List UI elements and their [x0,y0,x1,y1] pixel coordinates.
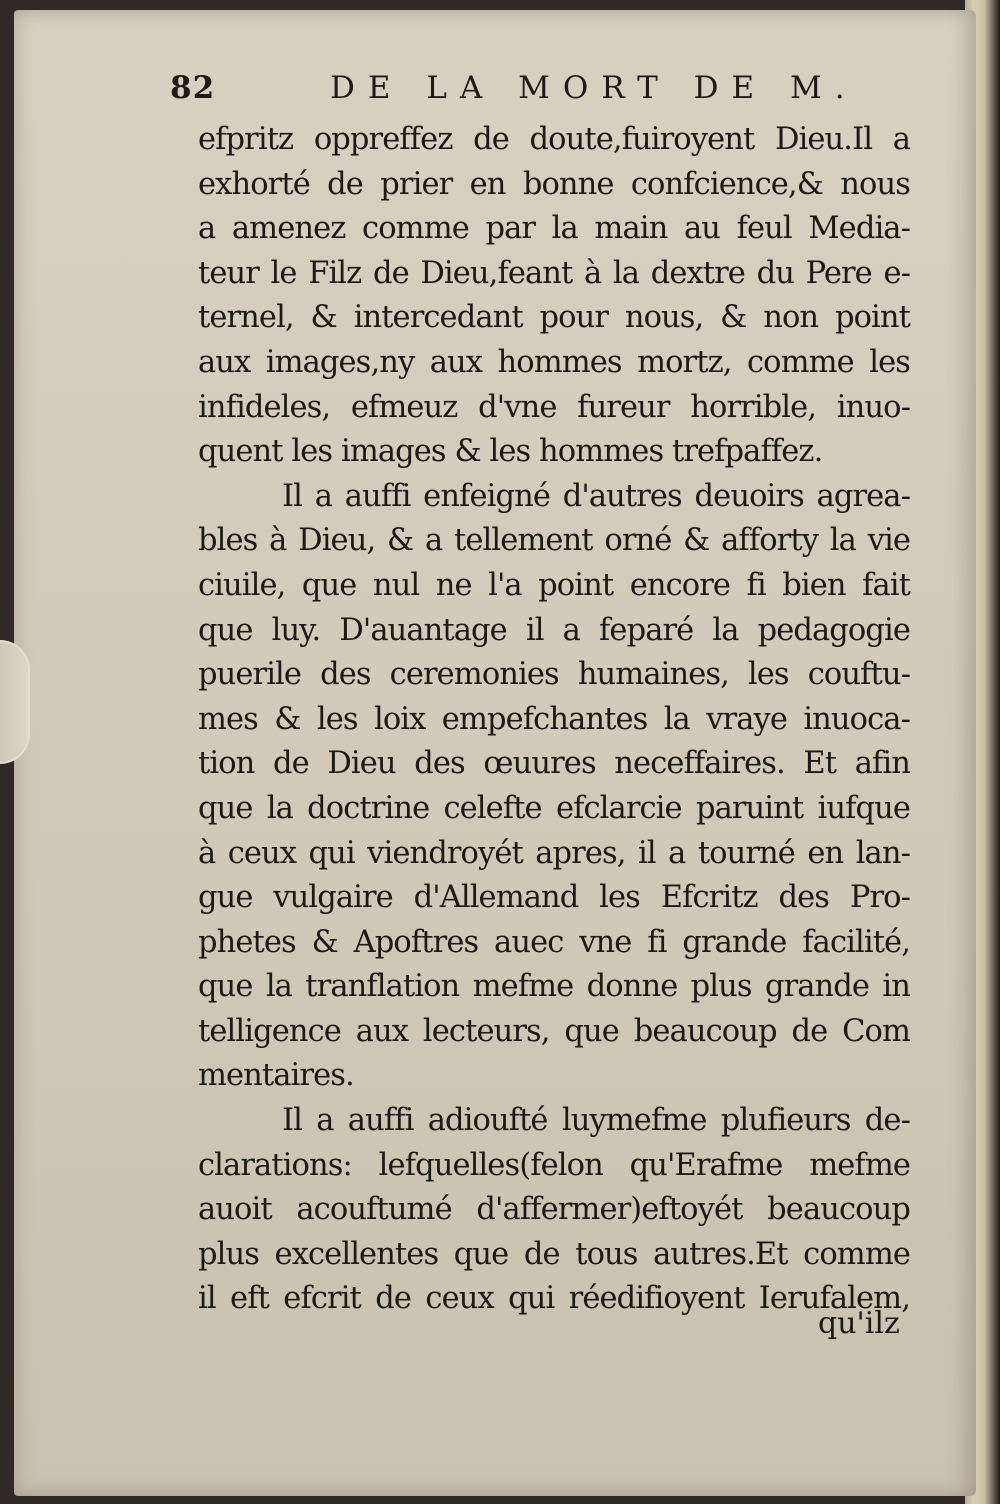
text-line: efpritz oppreffez de doute,fuiroyent Dieu.Il a [198,122,910,157]
text-line: Il a auffi enfeigné d'autres deuoirs agrea- [282,478,910,514]
text-line: que la doctrine celefte efclarcie paruint iufque [198,790,910,826]
text-line: quent les images & les hommes trefpaffez. [198,434,823,470]
catchword: qu'ilz [818,1306,900,1341]
text-line: Il a auffi adioufté luymefme plufieurs de- [282,1103,910,1139]
text-line: aux images,ny aux hommes mortz, comme les [198,344,910,380]
text-line: a amenez comme par la main au feul Media- [198,211,910,247]
text-line: phetes & Apoftres auec vne fi grande facilité, [198,924,910,960]
text-line: tion de Dieu des œuures neceffaires. Et afin [198,746,910,782]
running-head: DE LA MORT DE M. [330,70,858,106]
text-line: ciuile, que nul ne l'a point encore fi bien fait [198,567,910,603]
body-text [198,118,910,1322]
text-line: il eft efcrit de ceux qui réedifioyent Ierufalem, [198,1281,910,1317]
text-line: exhorté de prier en bonne confcience,& nous [198,166,910,202]
text-line: à ceux qui viendroyét apres, il a tourné en lan- [198,835,910,871]
text-line: gue vulgaire d'Allemand les Efcritz des Pro- [198,880,910,916]
text-line: infideles, efmeuz d'vne fureur horrible, inuo- [198,389,910,425]
text-line: teur le Filz de Dieu,feant à la dextre du Pere e- [198,255,910,291]
text-line: clarations: lefquelles(felon qu'Erafme mefme [198,1147,910,1183]
text-line: que la tranflation mefme donne plus grande in [198,969,910,1005]
page-number: 82 [170,70,216,106]
text-line: bles à Dieu, & a tellement orné & afforty la vie [198,523,910,559]
text-line: que luy. D'auantage il a feparé la pedagogie [198,612,910,648]
text-line: puerile des ceremonies humaines, les couftu- [198,657,910,693]
text-line: telligence aux lecteurs, que beaucoup de Com [198,1013,910,1049]
text-line: ternel, & intercedant pour nous, & non point [198,300,910,336]
page-clip-tab [0,640,30,764]
text-line: mentaires. [198,1058,354,1094]
text-line: plus excellentes que de tous autres.Et comme [198,1236,910,1272]
text-line: mes & les loix empefchantes la vraye inuoca- [198,701,910,737]
page-header [170,70,930,114]
text-line: auoit acouftumé d'affermer)eftoyét beaucoup [198,1192,910,1228]
